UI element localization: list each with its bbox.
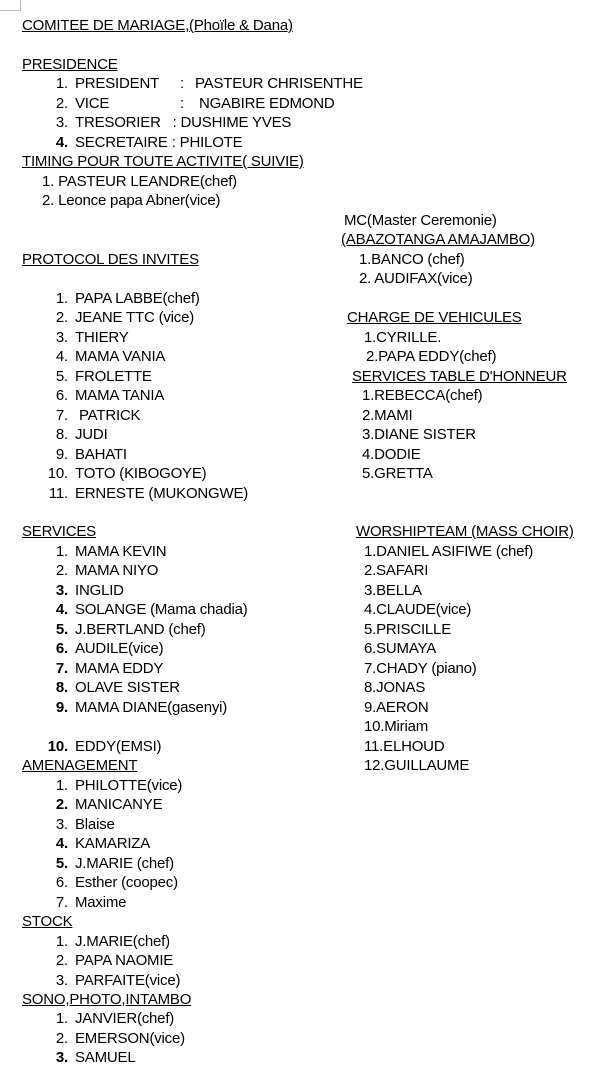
presidence-heading: PRESIDENCE <box>22 56 118 73</box>
list-item: 2. EMERSON(vice) <box>55 1030 185 1047</box>
list-item: 2.MAMI <box>362 407 413 424</box>
vehicules-heading: CHARGE DE VEHICULES <box>347 309 522 326</box>
list-item: 2.SAFARI <box>364 562 429 579</box>
list-item: 6. AUDILE(vice) <box>55 640 164 657</box>
list-item: 3. PARFAITE(vice) <box>55 972 181 989</box>
list-item: 1. PAPA LABBE(chef) <box>55 290 200 307</box>
list-item: 2. AUDIFAX(vice) <box>359 270 473 287</box>
list-item: 2. JEANE TTC (vice) <box>55 309 195 326</box>
list-item: 4. SOLANGE (Mama chadia) <box>55 601 248 618</box>
list-item: 12.GUILLAUME <box>364 757 470 774</box>
list-item: 3. SAMUEL <box>55 1049 136 1066</box>
list-item: 4.CLAUDE(vice) <box>364 601 472 618</box>
list-item: 5. FROLETTE <box>55 368 152 385</box>
list-item: 8.JONAS <box>364 679 426 696</box>
list-item: 4. SECRETAIRE : PHILOTE <box>55 134 243 151</box>
table-honneur-heading: SERVICES TABLE D'HONNEUR <box>352 368 567 385</box>
list-item: 10. TOTO (KIBOGOYE) <box>47 465 207 482</box>
sono-heading: SONO,PHOTO,INTAMBO <box>22 991 192 1008</box>
list-item: 7. Maxime <box>55 894 127 911</box>
list-item: 3. TRESORIER : DUSHIME YVES <box>55 114 292 131</box>
list-item: 1. PRESIDENT : PASTEUR CHRISENTHE <box>55 75 363 92</box>
list-item: 2. Leonce papa Abner(vice) <box>42 192 221 209</box>
list-item: 1. JANVIER(chef) <box>55 1010 175 1027</box>
list-item: 4. MAMA VANIA <box>55 348 166 365</box>
list-item: 3. INGLID <box>55 582 124 599</box>
list-item: 3. THIERY <box>55 329 129 346</box>
list-item: 6. MAMA TANIA <box>55 387 165 404</box>
list-item: 3. Blaise <box>55 816 115 833</box>
list-item: 2. MANICANYE <box>55 796 163 813</box>
list-item: 2. PAPA NAOMIE <box>55 952 174 969</box>
list-item: 4.DODIE <box>362 446 421 463</box>
list-item: 9. MAMA DIANE(gasenyi) <box>55 699 228 716</box>
list-item: 1. MAMA KEVIN <box>55 543 167 560</box>
list-item: 6. Esther (coopec) <box>55 874 178 891</box>
mc-subheading: (ABAZOTANGA AMAJAMBO) <box>341 231 535 248</box>
amenagement-heading: AMENAGEMENT <box>22 757 138 774</box>
list-item: 11. ERNESTE (MUKONGWE) <box>48 485 249 502</box>
list-item: 2. VICE : NGABIRE EDMOND <box>55 95 335 112</box>
list-item: 2.PAPA EDDY(chef) <box>366 348 497 365</box>
list-item: 4. KAMARIZA <box>55 835 151 852</box>
list-item: 10.Miriam <box>364 718 429 735</box>
list-item: 9.AERON <box>364 699 429 716</box>
list-item: 8. OLAVE SISTER <box>55 679 180 696</box>
list-item: 7. MAMA EDDY <box>55 660 164 677</box>
list-item: 1. PHILOTTE(vice) <box>55 777 183 794</box>
stock-heading: STOCK <box>22 913 73 930</box>
list-item: 8. JUDI <box>55 426 108 443</box>
list-item: 2. MAMA NIYO <box>55 562 159 579</box>
list-item: 5.PRISCILLE <box>364 621 452 638</box>
list-item: 9. BAHATI <box>55 446 127 463</box>
list-item: 6.SUMAYA <box>364 640 437 657</box>
list-item: 1.CYRILLE. <box>364 329 442 346</box>
list-item: 11.ELHOUD <box>364 738 445 755</box>
list-item: 5.GRETTA <box>362 465 433 482</box>
page-corner-mark <box>0 0 21 11</box>
list-item: 1. J.MARIE(chef) <box>55 933 170 950</box>
list-item: 7. PATRICK <box>55 407 141 424</box>
protocol-heading: PROTOCOL DES INVITES <box>22 251 199 268</box>
list-item: 5. J.MARIE (chef) <box>55 855 174 872</box>
timing-heading: TIMING POUR TOUTE ACTIVITE( SUIVIE) <box>22 153 304 170</box>
worship-heading: WORSHIPTEAM (MASS CHOIR) <box>356 523 574 540</box>
services-heading: SERVICES <box>22 523 96 540</box>
list-item: 10. EDDY(EMSI) <box>47 738 162 755</box>
list-item: 1.DANIEL ASIFIWE (chef) <box>364 543 534 560</box>
list-item: 1.BANCO (chef) <box>359 251 465 268</box>
list-item: 1. PASTEUR LEANDRE(chef) <box>42 173 237 190</box>
mc-heading: MC(Master Ceremonie) <box>344 212 497 229</box>
list-item: 7.CHADY (piano) <box>364 660 477 677</box>
list-item: 5. J.BERTLAND (chef) <box>55 621 206 638</box>
list-item: 1.REBECCA(chef) <box>362 387 483 404</box>
list-item: 3.DIANE SISTER <box>362 426 476 443</box>
document-title: COMITEE DE MARIAGE,(Phoïle & Dana) <box>22 17 293 34</box>
list-item: 3.BELLA <box>364 582 422 599</box>
